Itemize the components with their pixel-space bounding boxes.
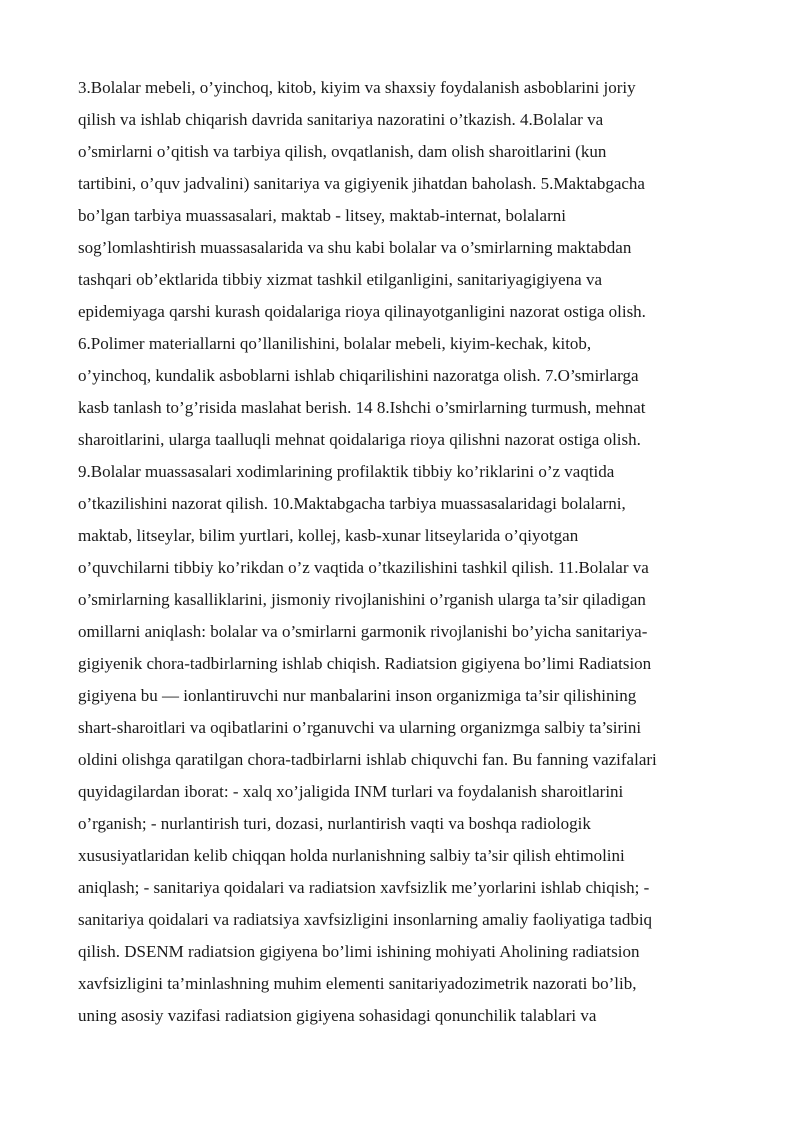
text-line: omillarni aniqlash: bolalar va o’smirlarni garmonik rivojlanishi bo’yicha sanitariya- — [78, 622, 648, 641]
text-line: 9.Bolalar muassasalari xodimlarining profilaktik tibbiy ko’riklarini o’z vaqtida — [78, 462, 615, 481]
text-line: kasb tanlash to’g’risida maslahat berish. 14 8.Ishchi o’smirlarning turmush, mehnat — [78, 398, 646, 417]
text-line: maktab, litseylar, bilim yurtlari, kollej, kasb-xunar litseylarida o’qiyotgan — [78, 526, 579, 545]
text-line: o’quvchilarni tibbiy ko’rikdan o’z vaqtida o’tkazilishini tashkil qilish. 11.Bolalar va — [78, 558, 649, 577]
text-line: qilish va ishlab chiqarish davrida sanitariya nazoratini o’tkazish. 4.Bolalar va — [78, 110, 604, 129]
text-line: gigiyena bu — ionlantiruvchi nur manbalarini inson organizmiga ta’sir qilishining — [78, 686, 637, 705]
text-line: sog’lomlashtirish muassasalarida va shu kabi bolalar va o’smirlarning maktabdan — [78, 238, 632, 257]
text-line: o’yinchoq, kundalik asboblarni ishlab chiqarilishini nazoratga olish. 7.O’smirlarga — [78, 366, 639, 385]
text-line: gigiyenik chora-tadbirlarning ishlab chiqish. Radiatsion gigiyena bo’limi Radiatsion — [78, 654, 652, 673]
text-line: sharoitlarini, ularga taalluqli mehnat qoidalariga rioya qilishni nazorat ostiga olish. — [78, 430, 641, 449]
text-line: epidemiyaga qarshi kurash qoidalariga rioya qilinayotganligini nazorat ostiga olish. — [78, 302, 646, 321]
text-line: o’smirlarning kasalliklarini, jismoniy rivojlanishini o’rganish ularga ta’sir qiladigan — [78, 590, 646, 609]
text-line: uning asosiy vazifasi radiatsion gigiyena sohasidagi qonunchilik talablari va — [78, 1006, 597, 1025]
text-line: bo’lgan tarbiya muassasalari, maktab - litsey, maktab-internat, bolalarni — [78, 206, 566, 225]
text-line: o’tkazilishini nazorat qilish. 10.Maktabgacha tarbiya muassasalaridagi bolalarni, — [78, 494, 626, 513]
text-line: sanitariya qoidalari va radiatsiya xavfsizligini insonlarning amaliy faoliyatiga tadbiq — [78, 910, 653, 929]
text-line: aniqlash; - sanitariya qoidalari va radiatsion xavfsizlik me’yorlarini ishlab chiqish; - — [78, 878, 650, 897]
text-line: o’rganish; - nurlantirish turi, dozasi, nurlantirish vaqti va boshqa radiologik — [78, 814, 591, 833]
text-line: xavfsizligini ta’minlashning muhim elementi sanitariyadozimetrik nazorati bo’lib, — [78, 974, 637, 993]
body-text — [78, 72, 728, 1032]
text-line: oldini olishga qaratilgan chora-tadbirlarni ishlab chiquvchi fan. Bu fanning vazifalari — [78, 750, 657, 769]
text-line: tashqari ob’ektlarida tibbiy xizmat tashkil etilganligini, sanitariyagigiyena va — [78, 270, 603, 289]
text-line: o’smirlarni o’qitish va tarbiya qilish, ovqatlanish, dam olish sharoitlarini (kun — [78, 142, 607, 161]
text-line: 3.Bolalar mebeli, o’yinchoq, kitob, kiyim va shaxsiy foydalanish asboblarini joriy — [78, 78, 636, 97]
text-line: shart-sharoitlari va oqibatlarini o’rganuvchi va ularning organizmga salbiy ta’sirini — [78, 718, 642, 737]
text-line: quyidagilardan iborat: - xalq xo’jaligida INM turlari va foydalanish sharoitlarini — [78, 782, 624, 801]
text-line: xususiyatlaridan kelib chiqqan holda nurlanishning salbiy ta’sir qilish ehtimolini — [78, 846, 625, 865]
text-line: tartibini, o’quv jadvalini) sanitariya va gigiyenik jihatdan baholash. 5.Maktabgacha — [78, 174, 645, 193]
text-line: qilish. DSENM radiatsion gigiyena bo’limi ishining mohiyati Aholining radiatsion — [78, 942, 640, 961]
text-line: 6.Polimer materiallarni qo’llanilishini, bolalar mebeli, kiyim-kechak, kitob, — [78, 334, 592, 353]
